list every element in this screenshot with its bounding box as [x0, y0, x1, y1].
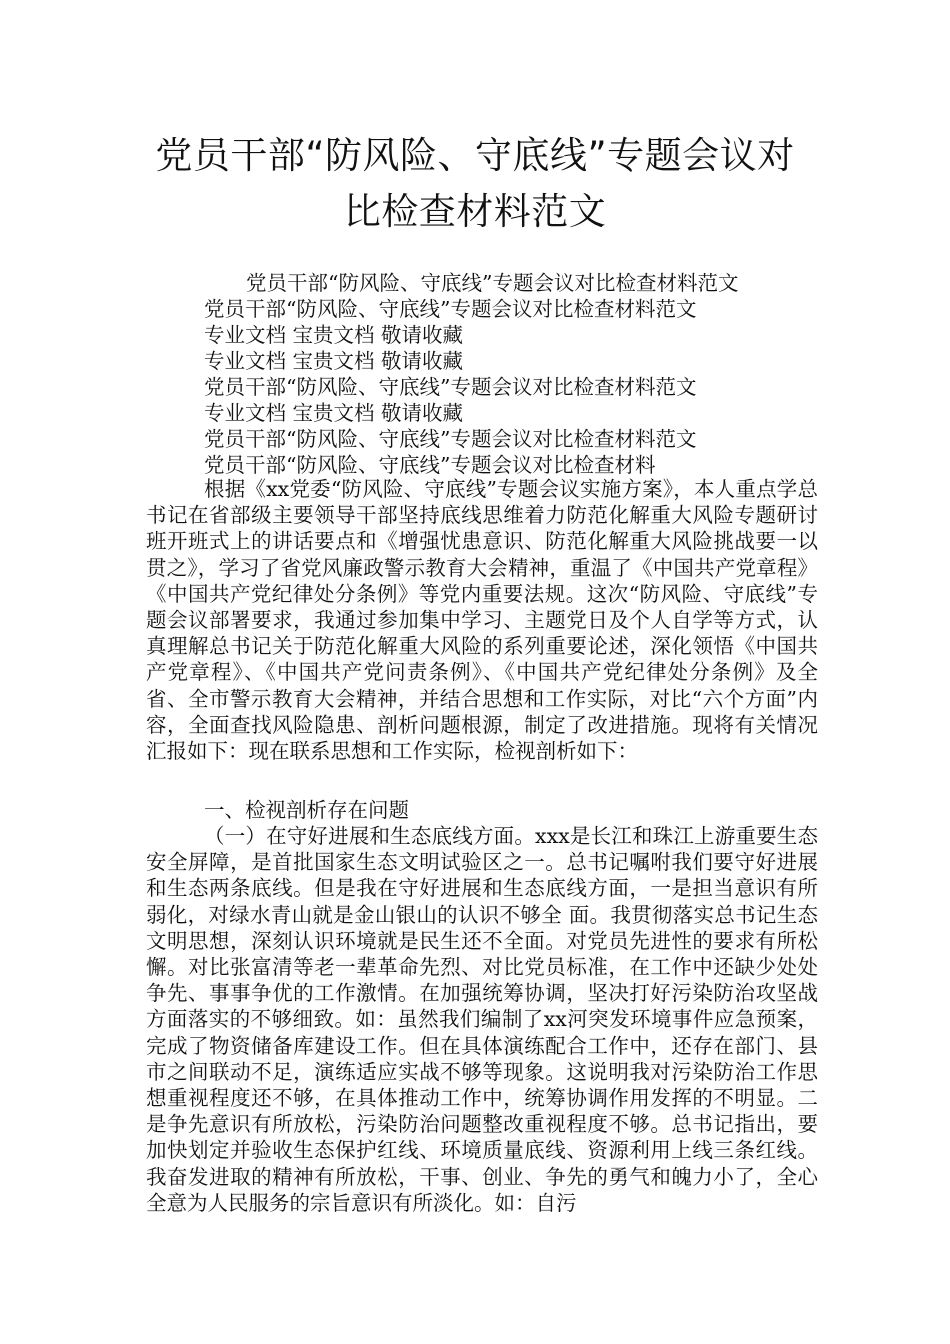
header-line: 专业文档 宝贵文档 敬请收藏	[204, 349, 464, 373]
header-line: 党员干部“防风险、守底线”专题会议对比检查材料范文	[204, 297, 697, 321]
intro-paragraph: 根据《xx党委“防风险、守底线”专题会议实施方案》，本人重点学总书记在省部级主要领导干部坚持底线思维着力防范化解重大风险专题研讨班开班式上的讲话要点和《增强忧患意识、防范化解重大风险挑战要一以贯之》，学习了省党风廉政警示教育大会精神，重温了《中国共产党章程》《中国共产党纪律处分条例》等党内重要法规。这次“防风险、守底线”专题会议部署要求，我通过参加集中学习、主题党日及个人自学等方式，认真理解总书记关于防范化解重大风险的系列重要论述，深化领悟《中国共产党章程》、《中国共产党问责条例》、《中国共产党纪律处分条例》及全省、全市警示教育大会精神，并结合思想和工作实际，对比“六个方面”内容，全面查找风险隐患、剖析问题根源，制定了改进措施。现将有关情况汇报如下：现在联系思想和工作实际，检视剖析如下：	[146, 477, 818, 764]
header-line: 党员干部“防风险、守底线”专题会议对比检查材料范文	[204, 375, 697, 399]
document-title	[100, 128, 850, 240]
header-line: 党员干部“防风险、守底线”专题会议对比检查材料范文	[246, 271, 739, 295]
header-line: 专业文档 宝贵文档 敬请收藏	[204, 401, 464, 425]
header-line: 党员干部“防风险、守底线”专题会议对比检查材料范文	[204, 427, 697, 451]
document-title-line-2: 比检查材料范文	[343, 190, 607, 233]
body-paragraph: （一）在守好进展和生态底线方面。xxx是长江和珠江上游重要生态安全屏障，是首批国家生态文明试验区之一。总书记嘱咐我们要守好进展和生态两条底线。但是我在守好进展和生态底线方面，一是担当意识有所弱化，对绿水青山就是金山银山的认识不够全 面。我贯彻落实总书记生态文明思想，深刻认识环境就是民生还不全面。对党员先进性的要求有所松懈。对比张富清等老一辈革命先烈、对比党员标准，在工作中还缺少处处争先、事事争优的工作激情。在加强统筹协调，坚决打好污染防治攻坚战方面落实的不够细致。如：虽然我们编制了xx河突发环境事件应急预案，完成了物资储备库建设工作。但在具体演练配合工作中，还存在部门、县市之间联动不足，演练适应实战不够等现象。这说明我对污染防治工作思想重视程度还不够，在具体推动工作中，统筹协调作用发挥的不明显。二是争先意识有所放松，污染防治问题整改重视程度不够。总书记指出，要加快划定并验收生态保护红线、环境质量底线、资源利用上线三条红线。我奋发进取的精神有所放松，干事、创业、争先的勇气和魄力小了，全心全意为人民服务的宗旨意识有所淡化。如：自污	[146, 824, 818, 1215]
section-heading: 一、检视剖析存在问题	[204, 798, 409, 822]
header-line: 党员干部“防风险、守底线”专题会议对比检查材料	[204, 453, 656, 477]
document-title-line-1: 党员干部“防风险、守底线”专题会议对	[155, 134, 795, 177]
header-line: 专业文档 宝贵文档 敬请收藏	[204, 323, 464, 347]
